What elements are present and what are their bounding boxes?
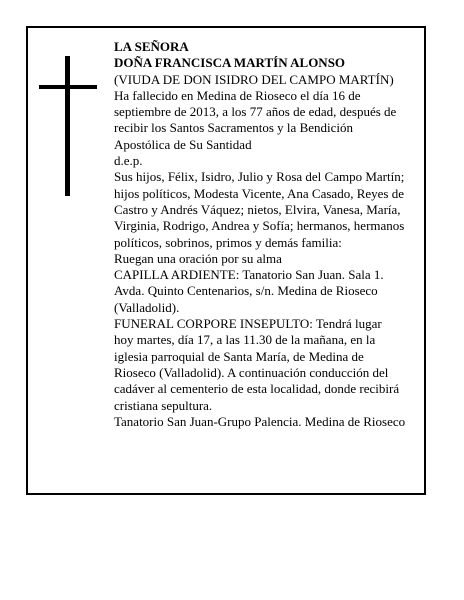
- chapel-line: Avda. Quinto Centenarios, s/n. Medina de Rioseco: [114, 283, 378, 299]
- funeral-line: cristiana sepultura.: [114, 397, 213, 413]
- chapel-line: CAPILLA ARDIENTE: Tanatorio San Juan. Sala 1.: [114, 267, 384, 283]
- death-notice-line: septiembre de 2013, a los 77 años de edad, después de: [114, 104, 397, 120]
- widow-line: (VIUDA DE DON ISIDRO DEL CAMPO MARTÍN): [114, 71, 394, 87]
- family-line: Sus hijos, Félix, Isidro, Julio y Rosa del Campo Martín;: [114, 169, 405, 185]
- family-line: Virginia, Rodrigo, Andrea y Sofía; hermanos, hermanos: [114, 218, 405, 234]
- family-line: hijos políticos, Modesta Vicente, Ana Casado, Reyes de: [114, 185, 404, 201]
- cross-horizontal-bar: [39, 85, 97, 89]
- family-line: Castro y Andrés Váquez; nietos, Elvira, Vanesa, María,: [114, 201, 401, 217]
- death-notice-line: recibir los Santos Sacramentos y la Bendición: [114, 120, 354, 136]
- death-notice-line: Apostólica de Su Santidad: [114, 136, 252, 152]
- deceased-name: DOÑA FRANCISCA MARTÍN ALONSO: [114, 55, 346, 71]
- rip-line: d.e.p.: [114, 153, 143, 169]
- funeral-line: cadáver al cementerio de esta localidad, donde recibirá: [114, 381, 400, 397]
- funeral-line: Rioseco (Valladolid). A continuación conducción del: [114, 364, 389, 380]
- family-line: políticos, sobrinos, primos y demás familia:: [114, 234, 342, 250]
- cross-vertical-bar: [65, 56, 70, 196]
- funeral-line: iglesia parroquial de Santa María, de Medina de: [114, 348, 364, 364]
- chapel-line: (Valladolid).: [114, 299, 180, 315]
- funeral-line: FUNERAL CORPORE INSEPULTO: Tendrá lugar: [114, 316, 382, 332]
- death-notice-line: Ha fallecido en Medina de Rioseco el día 16 de: [114, 87, 361, 103]
- funeral-line: hoy martes, día 17, a las 11.30 de la mañana, en la: [114, 332, 376, 348]
- funeral-home-line: Tanatorio San Juan-Grupo Palencia. Medina de Rioseco: [114, 413, 406, 429]
- obituary-text: [114, 39, 426, 430]
- obituary-title: LA SEÑORA: [114, 39, 189, 54]
- prayer-line: Ruegan una oración por su alma: [114, 250, 282, 266]
